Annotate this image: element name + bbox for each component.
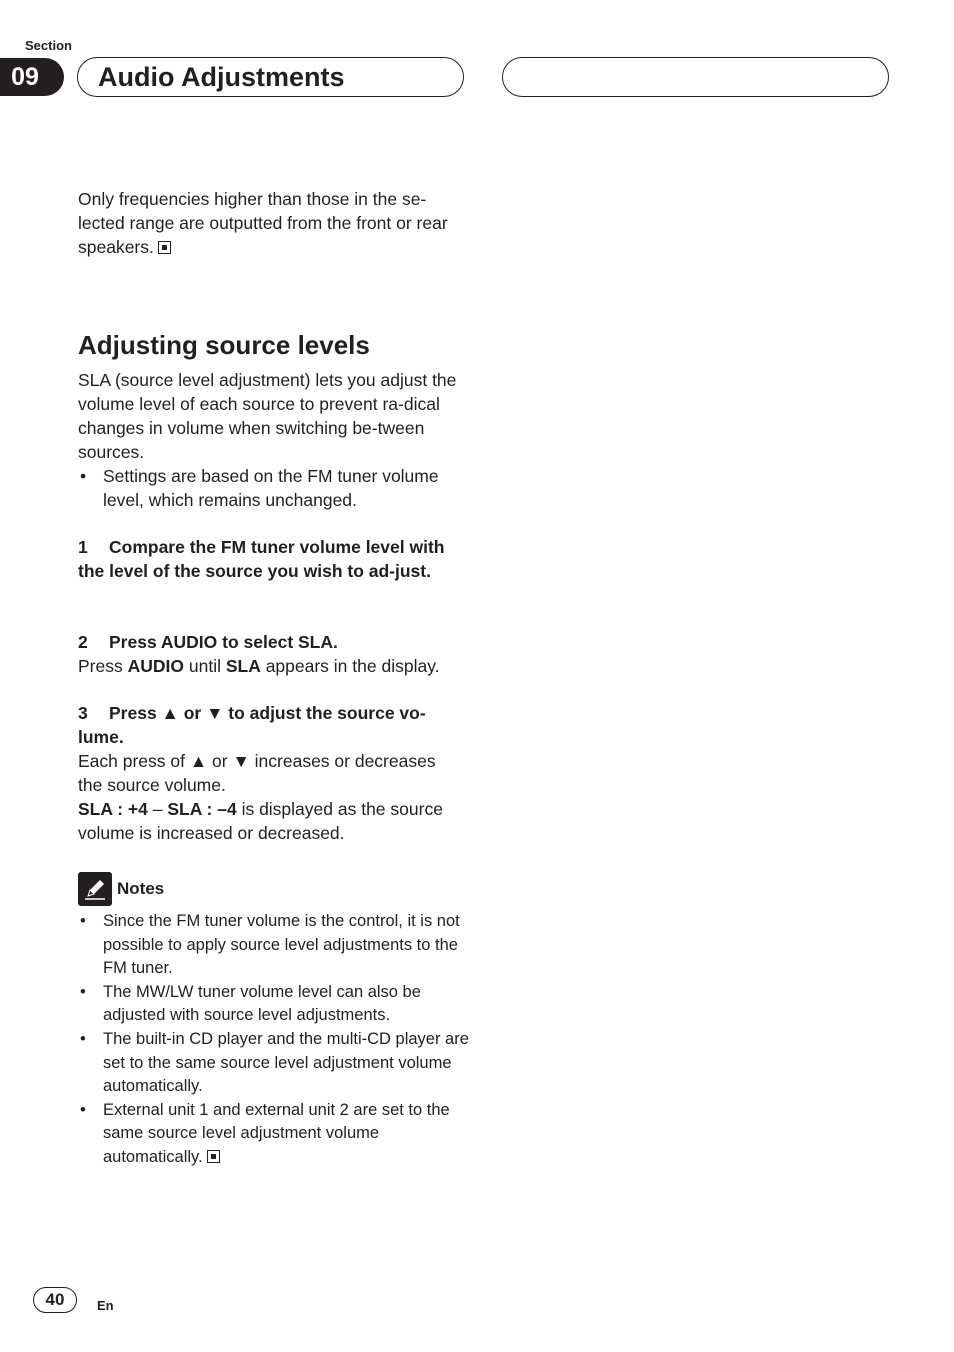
language-label: En <box>97 1298 114 1313</box>
note-text: Since the FM tuner volume is the control, it is not possible to apply source level adjustments to the FM tuner. <box>103 912 460 978</box>
step-3 <box>78 701 463 845</box>
chapter-title <box>77 57 464 97</box>
section-heading: Adjusting source levels <box>78 330 370 360</box>
step-title: Press AUDIO to select SLA. <box>109 632 338 652</box>
list-item <box>78 910 470 981</box>
step-description: Each press of ▲ or ▼ increases or decreases the source volume. <box>78 751 436 795</box>
list-item <box>78 981 470 1028</box>
step-number: 3 <box>78 703 88 723</box>
step-description: Press AUDIO until SLA appears in the display. <box>78 656 440 676</box>
note-text: The MW/LW tuner volume level can also be adjusted with source level adjustments. <box>103 982 421 1025</box>
bullet-text: Settings are based on the FM tuner volume level, which remains unchanged. <box>103 466 439 510</box>
intro-text: Only frequencies higher than those in the se-lected range are outputted from the front or rear speakers. <box>78 189 448 257</box>
body-paragraph <box>78 368 458 512</box>
bullet-icon: • <box>80 1100 86 1119</box>
note-text: The built-in CD player and the multi-CD player are set to the same source level adjustment volume automatically. <box>103 1029 469 1096</box>
bullet-icon: • <box>80 1029 86 1048</box>
list-item <box>78 1028 470 1099</box>
intro-paragraph <box>78 187 458 259</box>
step-title: Compare the FM tuner volume level with the level of the source you wish to ad-just. <box>78 537 445 581</box>
bullet-icon: • <box>80 912 86 930</box>
step-2 <box>78 630 470 678</box>
notes-label: Notes <box>117 879 165 898</box>
notes-block <box>78 872 470 1170</box>
notes-heading <box>78 872 470 906</box>
page-number: 40 <box>33 1287 77 1313</box>
step-description-2: SLA : +4 – SLA : –4 is displayed as the source volume is increased or decreased. <box>78 799 443 843</box>
list-item <box>78 464 458 512</box>
bullet-icon: • <box>80 466 87 486</box>
bullet-icon: • <box>80 982 86 1001</box>
section-number-badge: 09 <box>0 58 64 96</box>
notes-list <box>78 910 470 1170</box>
list-item <box>78 1099 453 1170</box>
section-label: Section <box>25 38 72 53</box>
step-1 <box>78 535 470 583</box>
notes-pencil-icon <box>78 872 112 906</box>
end-mark-icon <box>158 241 171 254</box>
step-title: Press ▲ or ▼ to adjust the source vo-lume. <box>78 703 426 747</box>
note-text: External unit 1 and external unit 2 are set to the same source level adjustment volume automatically. <box>103 1100 450 1166</box>
step-number: 1 <box>78 537 88 557</box>
right-header-pill <box>502 57 889 97</box>
end-mark-icon <box>207 1150 220 1163</box>
chapter-title-text: Audio Adjustments <box>98 61 345 92</box>
body-text: SLA (source level adjustment) lets you adjust the volume level of each source to prevent ra-dical changes in volume when switching be-tween sources. <box>78 370 457 462</box>
step-number: 2 <box>78 632 88 652</box>
